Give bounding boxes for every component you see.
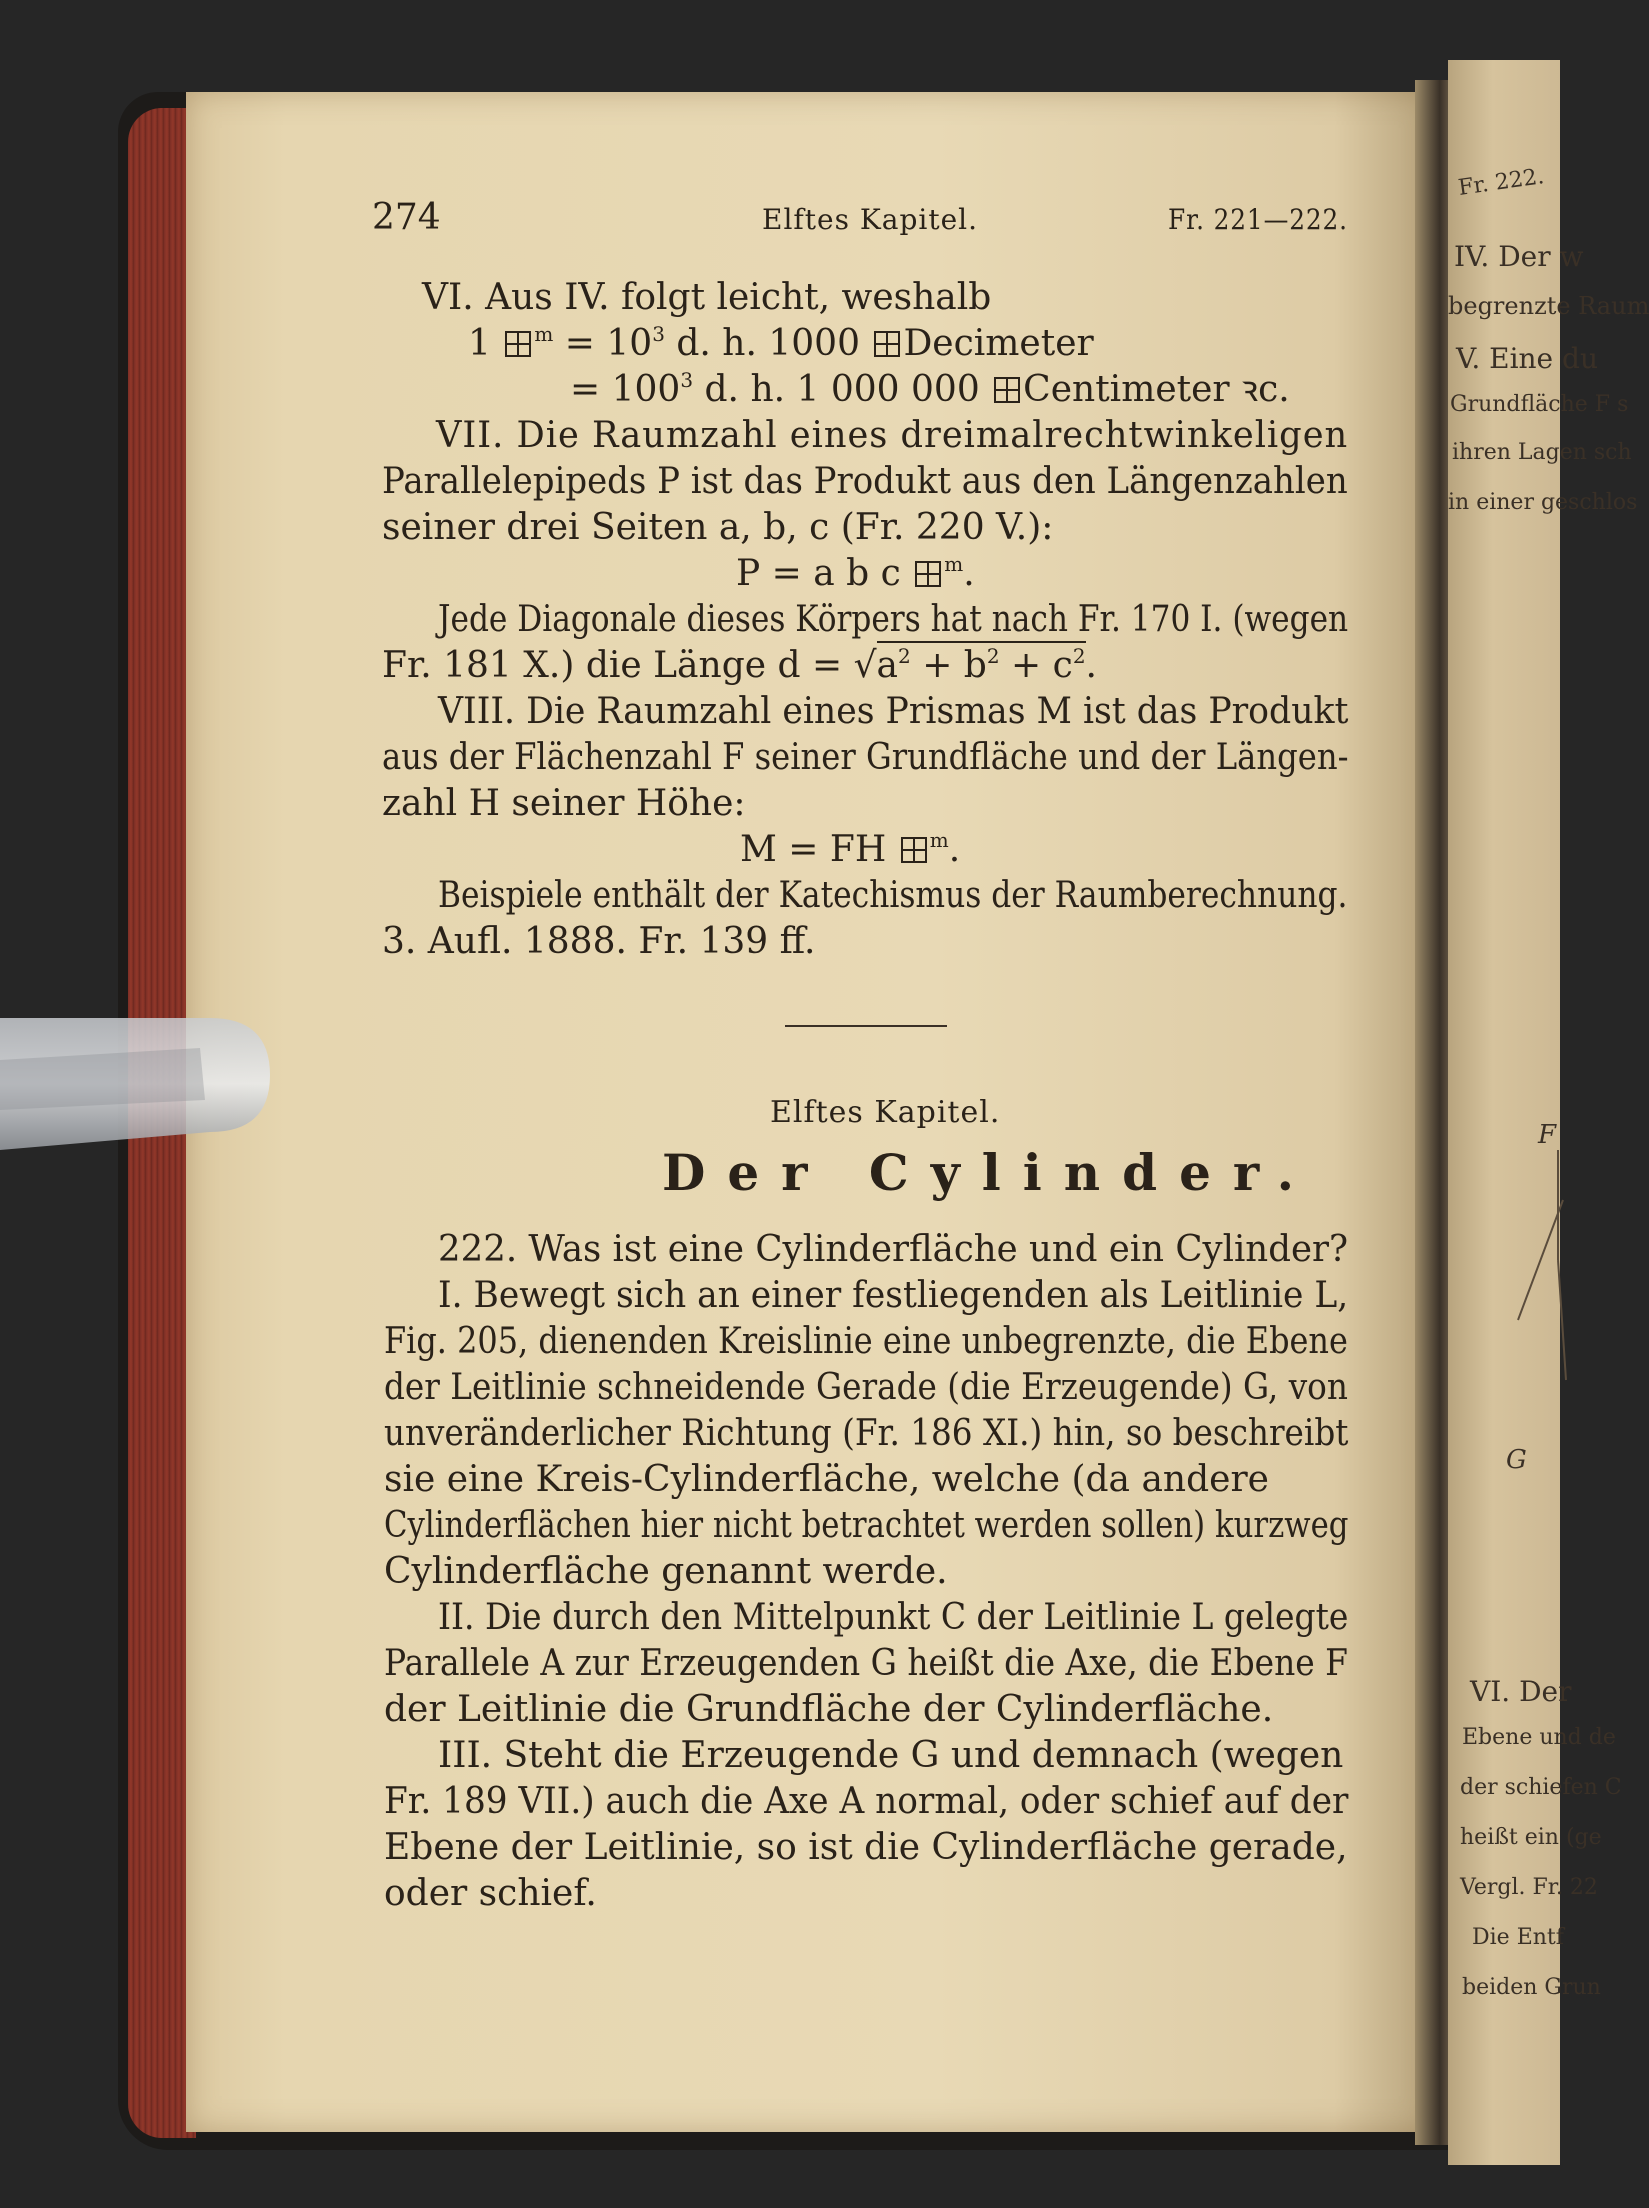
right-page-line: Die Entf	[1472, 1925, 1564, 1950]
right-page	[1448, 60, 1649, 2165]
text-line: Parallele A zur Erzeugenden G heißt die Axe, die Ebene F	[384, 1643, 1348, 1684]
right-page-line: VI. Der	[1470, 1675, 1572, 1708]
formula-line	[740, 828, 961, 870]
right-page-line: beiden Grun	[1462, 1975, 1601, 2000]
formula-line	[382, 644, 1097, 686]
text-line: aus der Flächenzahl F seiner Grundfläche und der Längen-	[382, 737, 1349, 778]
formula-line	[468, 322, 1094, 364]
formula-part: = 10	[553, 323, 653, 364]
formula-part: M = FH	[740, 829, 898, 870]
text-line: der Leitlinie die Grundfläche der Cylinderfläche.	[384, 1689, 1274, 1730]
text-line: sie eine Kreis-Cylinderfläche, welche (da andere	[384, 1459, 1269, 1500]
right-page-line: in einer geschlos	[1448, 490, 1638, 515]
text-line: Jede Diagonale dieses Körpers hat nach Fr. 170 I. (wegen	[438, 599, 1349, 640]
formula-part: Centimeter ꝛc.	[1023, 369, 1290, 410]
text-line: Ebene der Leitlinie, so ist die Cylinderfläche gerade,	[384, 1827, 1348, 1868]
section-divider	[785, 1025, 947, 1027]
text-line: seiner drei Seiten a, b, c (Fr. 220 V.):	[382, 507, 1054, 548]
text-line: VII. Die Raumzahl eines dreimalrechtwinkeligen	[436, 415, 1349, 456]
question-heading: 222. Was ist eine Cylinderfläche und ein Cylinder?	[438, 1229, 1349, 1270]
superscript: 2	[898, 644, 911, 668]
text-line: der Leitlinie schneidende Gerade (die Erzeugende) G, von	[384, 1367, 1348, 1408]
text-line: Cylinderflächen hier nicht betrachtet werden sollen) kurzweg	[384, 1505, 1349, 1546]
cube-symbol-icon	[994, 377, 1020, 403]
formula-part: .	[948, 829, 961, 870]
running-head-sections: Fr. 221—222.	[1168, 203, 1348, 236]
cube-symbol-icon	[505, 331, 531, 357]
root-sign: √	[853, 645, 877, 686]
formula-part: Decimeter	[903, 323, 1094, 364]
running-head-chapter: Elftes Kapitel.	[762, 203, 979, 236]
figure-fragment	[1488, 1140, 1568, 1400]
superscript: 2	[986, 644, 1000, 668]
superscript: m	[929, 828, 949, 852]
text-line: II. Die durch den Mittelpunkt C der Leitlinie L gelegte	[438, 1597, 1349, 1638]
cube-symbol-icon	[874, 331, 900, 357]
figure-label-g: G	[1506, 1445, 1527, 1475]
text-line: Parallelepipeds P ist das Produkt aus den Längenzahlen	[382, 461, 1348, 502]
page-number: 274	[372, 197, 441, 238]
text-line: Fr. 189 VII.) auch die Axe A normal, oder schief auf der	[384, 1781, 1349, 1822]
superscript: m	[944, 552, 964, 576]
right-page-line: IV. Der w	[1454, 240, 1584, 273]
formula-part: + b	[910, 645, 987, 686]
radicand	[877, 641, 1086, 686]
text-line: Cylinderfläche genannt werde.	[384, 1551, 948, 1592]
formula-part: d. h. 1000	[664, 323, 872, 364]
right-page-header: Fr. 222.	[1456, 164, 1546, 201]
superscript: m	[534, 322, 554, 346]
formula-part: a	[876, 645, 899, 686]
formula-part: 1	[468, 323, 503, 364]
text-line: VI. Aus IV. folgt leicht, weshalb	[422, 277, 992, 318]
formula-part: + c	[999, 645, 1073, 686]
formula-line	[736, 552, 975, 594]
right-page-line: Vergl. Fr. 22	[1460, 1875, 1598, 1900]
text-line: oder schief.	[384, 1873, 597, 1914]
text-line: Fig. 205, dienenden Kreislinie eine unbegrenzte, die Ebene	[384, 1321, 1348, 1362]
right-page-line: Grundfläche F s	[1450, 392, 1629, 417]
right-page-line: begrenzte Raum	[1448, 292, 1649, 320]
formula-line	[570, 368, 1290, 410]
text-line: I. Bewegt sich an einer festliegenden als Leitlinie L,	[438, 1275, 1349, 1316]
page-holder-tab	[0, 1000, 275, 1150]
formula-part: .	[1085, 645, 1097, 686]
text-line: 3. Aufl. 1888. Fr. 139 ff.	[382, 921, 816, 962]
superscript: 2	[1072, 644, 1086, 668]
right-page-line: V. Eine du	[1456, 342, 1598, 375]
superscript: 3	[652, 322, 665, 346]
formula-part: P = a b c	[736, 553, 913, 594]
text-line: unveränderlicher Richtung (Fr. 186 XI.) hin, so beschreibt	[384, 1413, 1349, 1454]
figure-label-f: F	[1538, 1120, 1557, 1150]
text-line: zahl H seiner Höhe:	[382, 783, 746, 824]
text-line: III. Steht die Erzeugende G und demnach (wegen	[438, 1735, 1344, 1776]
right-page-line: Ebene und de	[1462, 1725, 1616, 1750]
text-line: VIII. Die Raumzahl eines Prismas M ist das Produkt	[438, 691, 1349, 732]
superscript: 3	[680, 368, 694, 392]
formula-part: .	[963, 553, 975, 594]
cube-symbol-icon	[901, 837, 927, 863]
chapter-title: Der Cylinder.	[662, 1143, 1317, 1202]
text-line: Beispiele enthält der Katechismus der Raumberechnung.	[438, 875, 1348, 916]
right-page-line: ihren Lagen sch	[1452, 440, 1632, 465]
chapter-label: Elftes Kapitel.	[770, 1095, 1001, 1130]
cube-symbol-icon	[915, 561, 941, 587]
formula-part: d. h. 1 000 000	[693, 369, 992, 410]
formula-part: = 100	[570, 369, 681, 410]
right-page-line: der schiefen C	[1460, 1775, 1622, 1800]
formula-part: Fr. 181 X.) die Länge d =	[382, 645, 854, 686]
right-page-line: heißt ein (ge	[1460, 1825, 1602, 1850]
